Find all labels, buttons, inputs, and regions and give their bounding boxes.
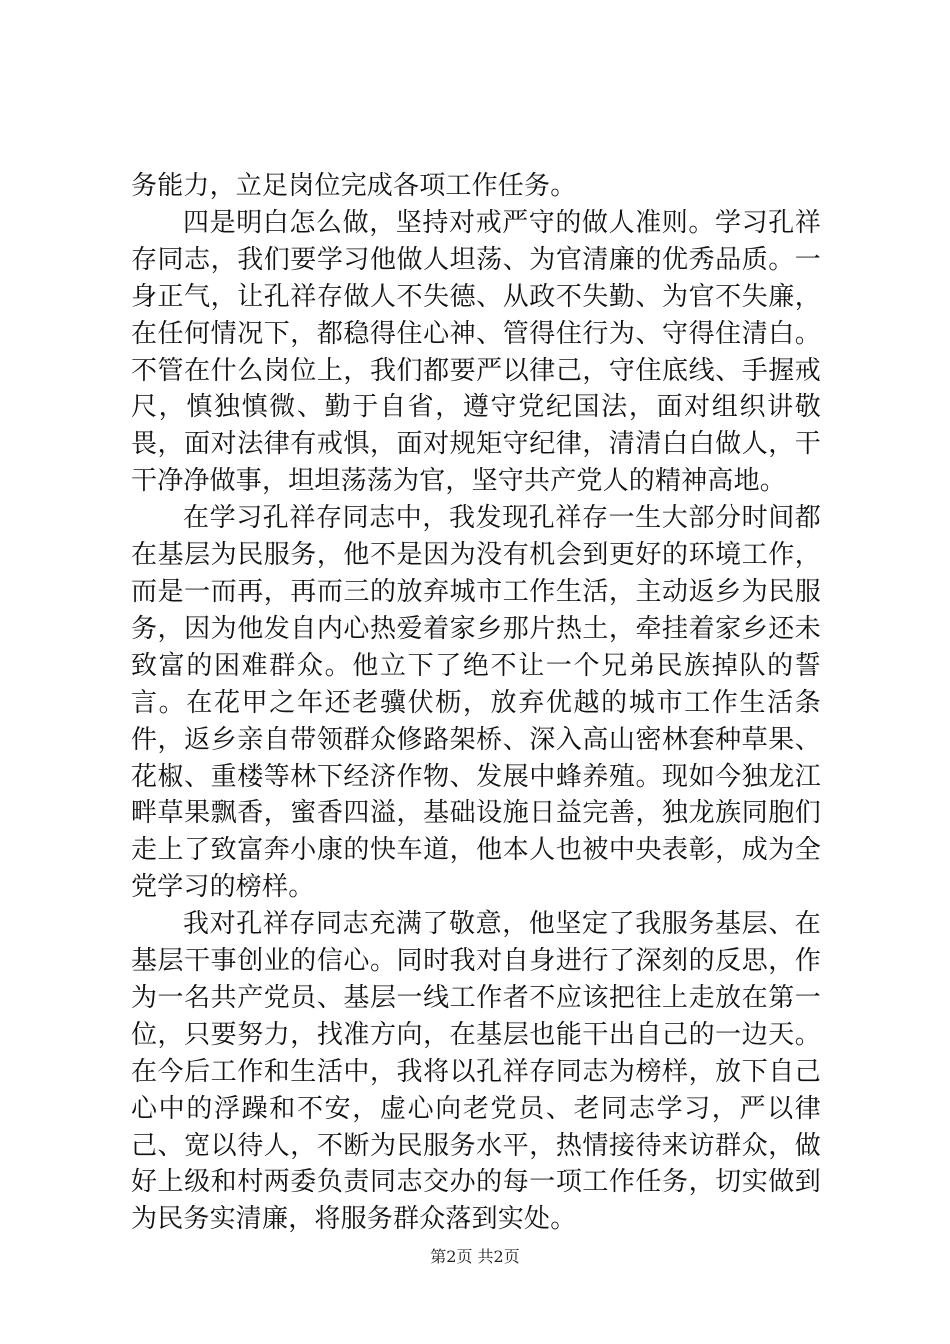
paragraph-four-principles: 四是明白怎么做，坚持对戒严守的做人准则。学习孔祥存同志，我们要学习他做人坦荡、为官清廉的优秀品质。一身正气，让孔祥存做人不失德、从政不失勤、为官不失廉，在任何情况下，都稳得住心神、管得住行为、守得住清白。不管在什么岗位上，我们都要严以律己，守住底线、手握戒尺，慎独慎微、勤于自省，遵守党纪国法，面对组织讲敬畏，面对法律有戒惧，面对规矩守纪律，清清白白做人，干干净净做事，坦坦荡荡为官，坚守共产党人的精神高地。 [131, 207, 821, 497]
page-number-footer: 第2页 共2页 [430, 1247, 520, 1266]
paragraph-personal-reflection: 我对孔祥存同志充满了敬意，他坚定了我服务基层、在基层干事创业的信心。同时我对自身进行了深刻的反思，作为一名共产党员、基层一线工作者不应该把往上走放在第一位，只要努力，找准方向，在基层也能干出自己的一边天。在今后工作和生活中，我将以孔祥存同志为榜样，放下自己心中的浮躁和不安，虚心向老党员、老同志学习，严以律己、宽以待人，不断为民服务水平，热情接待来访群众，做好上级和村两委负责同志交办的每一项工作任务，切实做到为民务实清廉，将服务群众落到实处。 [131, 909, 821, 1235]
document-body [131, 168, 821, 1238]
paragraph-kong-xiangcun-service: 在学习孔祥存同志中，我发现孔祥存一生大部分时间都在基层为民服务，他不是因为没有机会到更好的环境工作，而是一而再，再而三的放弃城市工作生活，主动返乡为民服务，因为他发自内心热爱着家乡那片热土，牵挂着家乡还未致富的困难群众。他立下了绝不让一个兄弟民族掉队的誓言。在花甲之年还老骥伏枥，放弃优越的城市工作生活条件，返乡亲自带领群众修路架桥、深入高山密林套种草果、花椒、重楼等林下经济作物、发展中蜂养殖。现如今独龙江畔草果飘香，蜜香四溢，基础设施日益完善，独龙族同胞们走上了致富奔小康的快车道，他本人也被中央表彰，成为全党学习的榜样。 [131, 503, 821, 903]
paragraph-continuation: 务能力，立足岗位完成各项工作任务。 [131, 171, 577, 201]
